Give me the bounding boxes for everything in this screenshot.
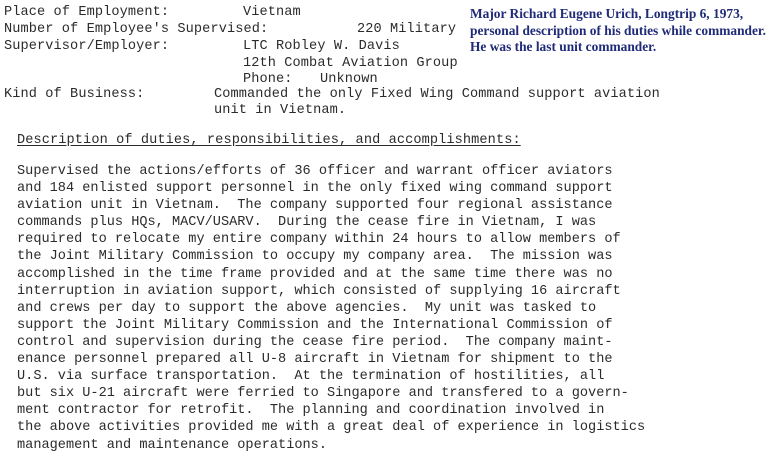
- body-line: accomplished in the time frame provided and at the same time there was no: [17, 266, 613, 282]
- photo-caption: Major Richard Eugene Urich, Longtrip 6, 1973, personal description of his duties while commander. He was the last unit commander.: [470, 6, 766, 54]
- body-line: management and maintenance operations.: [17, 437, 327, 453]
- business-line-1: Commanded the only Fixed Wing Command support aviation: [214, 87, 660, 102]
- business-label: Kind of Business:: [4, 87, 145, 102]
- body-line: enance personnel prepared all U-8 aircraft in Vietnam for shipment to the: [17, 352, 613, 368]
- body-line: ment contractor for retrofit. The planning and coordination involved in: [17, 403, 605, 419]
- body-line: interruption in aviation support, which consisted of supplying 16 aircraft: [17, 283, 621, 299]
- business-line-2: unit in Vietnam.: [214, 103, 347, 118]
- body-line: Supervised the actions/efforts of 36 officer and warrant officer aviators: [17, 164, 613, 179]
- supervisor-unit: 12th Combat Aviation Group: [243, 56, 458, 71]
- body-line: but six U-21 aircraft were ferried to Singapore and transfered to a govern-: [17, 386, 629, 402]
- description-heading: Description of duties, responsibilities, and accomplishments:: [17, 133, 521, 148]
- supervisor-label: Supervisor/Employer:: [4, 39, 170, 54]
- phone-value: Unknown: [320, 72, 378, 87]
- body-line: the Joint Military Commission to occupy my company area. The mission was: [17, 249, 613, 265]
- body-line: U.S. via surface transportation. At the termination of hostilities, all: [17, 369, 605, 385]
- body-line: and crews per day to support the above agencies. My unit was tasked to: [17, 300, 597, 316]
- body-line: commands plus HQs, MACV/USARV. During the cease fire in Vietnam, I was: [17, 215, 597, 231]
- body-line: support the Joint Military Commission and the International Commission of: [17, 317, 613, 333]
- phone-label: Phone:: [243, 72, 293, 87]
- employees-label: Number of Employee's Supervised:: [4, 22, 269, 37]
- place-value: Vietnam: [243, 5, 301, 20]
- body-line: control and supervision during the cease fire period. The company maint-: [17, 334, 613, 350]
- body-line: aviation unit in Vietnam. The company supported four regional assistance: [17, 198, 613, 214]
- description-body: [17, 163, 777, 454]
- body-line: required to relocate my entire company within 24 hours to allow members of: [17, 232, 621, 248]
- body-line: the above activities provided me with a great deal of experience in logistics: [17, 420, 646, 436]
- supervisor-name: LTC Robley W. Davis: [243, 39, 400, 54]
- employees-value: 220 Military: [357, 22, 457, 37]
- place-label: Place of Employment:: [4, 5, 170, 20]
- body-line: and 184 enlisted support personnel in the only fixed wing command support: [17, 181, 613, 197]
